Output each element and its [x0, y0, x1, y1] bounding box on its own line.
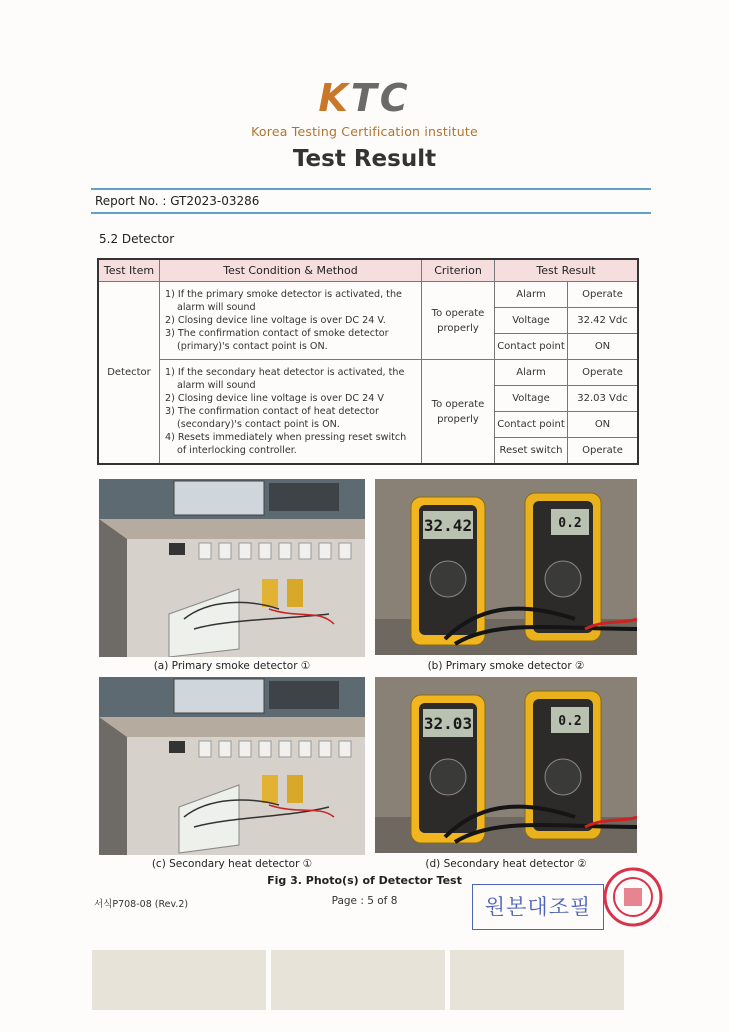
security-strip	[92, 950, 266, 1010]
condition-line: 4) Resets immediately when pressing reset switch of interlocking controller.	[165, 432, 407, 456]
meter-reading: 0.2	[558, 516, 582, 531]
conditions-group-2	[160, 360, 422, 465]
result-name: Alarm	[495, 282, 568, 308]
test-item-cell: Detector	[98, 282, 160, 465]
criterion-group-1: To operate properly	[422, 282, 495, 360]
condition-line: 2) Closing device line voltage is over DC 24 V	[165, 393, 384, 404]
result-value: 32.03 Vdc	[568, 386, 639, 412]
top-rule	[91, 188, 651, 190]
result-value: Operate	[568, 282, 639, 308]
meter-reading: 32.42	[423, 516, 473, 535]
table-header-row	[98, 259, 638, 282]
table-row	[98, 282, 638, 308]
condition-line: 1) If the primary smoke detector is activated, the alarm will sound	[165, 289, 402, 313]
result-name: Voltage	[495, 386, 568, 412]
result-name: Voltage	[495, 308, 568, 334]
photo-bench-primary	[99, 479, 365, 657]
logo-subtitle: Korea Testing Certification institute	[251, 124, 478, 139]
conditions-group-1	[160, 282, 422, 360]
header-condition: Test Condition & Method	[160, 259, 422, 282]
caption-d: (d) Secondary heat detector ②	[425, 858, 587, 870]
report-number: Report No. : GT2023-03286	[95, 194, 260, 208]
original-copy-stamp: 원본대조필	[472, 884, 604, 930]
condition-line: 1) If the secondary heat detector is activated, the alarm will sound	[165, 367, 405, 391]
report-rule	[91, 212, 651, 214]
section-title: 5.2 Detector	[99, 232, 175, 246]
figure-caption: Fig 3. Photo(s) of Detector Test	[267, 874, 462, 887]
page-number: Page : 5 of 8	[331, 895, 398, 907]
photo-bench-secondary	[99, 677, 365, 855]
header-test-item: Test Item	[98, 259, 160, 282]
photo-meters-secondary	[375, 677, 637, 853]
result-name: Alarm	[495, 360, 568, 386]
form-number: 서식P708-08 (Rev.2)	[94, 899, 189, 910]
result-value: 32.42 Vdc	[568, 308, 639, 334]
condition-line: 2) Closing device line voltage is over DC 24 V.	[165, 315, 386, 326]
logo-mark-rest: TC	[350, 76, 411, 120]
caption-a: (a) Primary smoke detector ①	[153, 660, 311, 672]
condition-line: 3) The confirmation contact of heat detector (secondary)'s contact point is ON.	[165, 406, 379, 430]
red-seal-stamp	[602, 866, 664, 928]
meter-reading: 0.2	[558, 714, 582, 729]
result-value: ON	[568, 334, 639, 360]
caption-c: (c) Secondary heat detector ①	[151, 858, 313, 870]
result-table	[97, 258, 639, 465]
security-strip	[271, 950, 445, 1010]
caption-b: (b) Primary smoke detector ②	[427, 660, 585, 672]
table-row	[98, 360, 638, 386]
header-criterion: Criterion	[422, 259, 495, 282]
result-name: Contact point	[495, 334, 568, 360]
photo-meters-primary	[375, 479, 637, 655]
result-name: Reset switch	[495, 438, 568, 465]
logo-mark-k: K	[318, 76, 351, 120]
result-value: Operate	[568, 360, 639, 386]
page-title: Test Result	[292, 146, 437, 172]
result-value: Operate	[568, 438, 639, 465]
header-result: Test Result	[495, 259, 639, 282]
security-strip	[450, 950, 624, 1010]
condition-line: 3) The confirmation contact of smoke detector (primary)'s contact point is ON.	[165, 328, 389, 352]
result-value: ON	[568, 412, 639, 438]
criterion-group-2: To operate properly	[422, 360, 495, 465]
meter-reading: 32.03	[423, 714, 473, 733]
ktc-logo	[0, 78, 729, 118]
result-name: Contact point	[495, 412, 568, 438]
